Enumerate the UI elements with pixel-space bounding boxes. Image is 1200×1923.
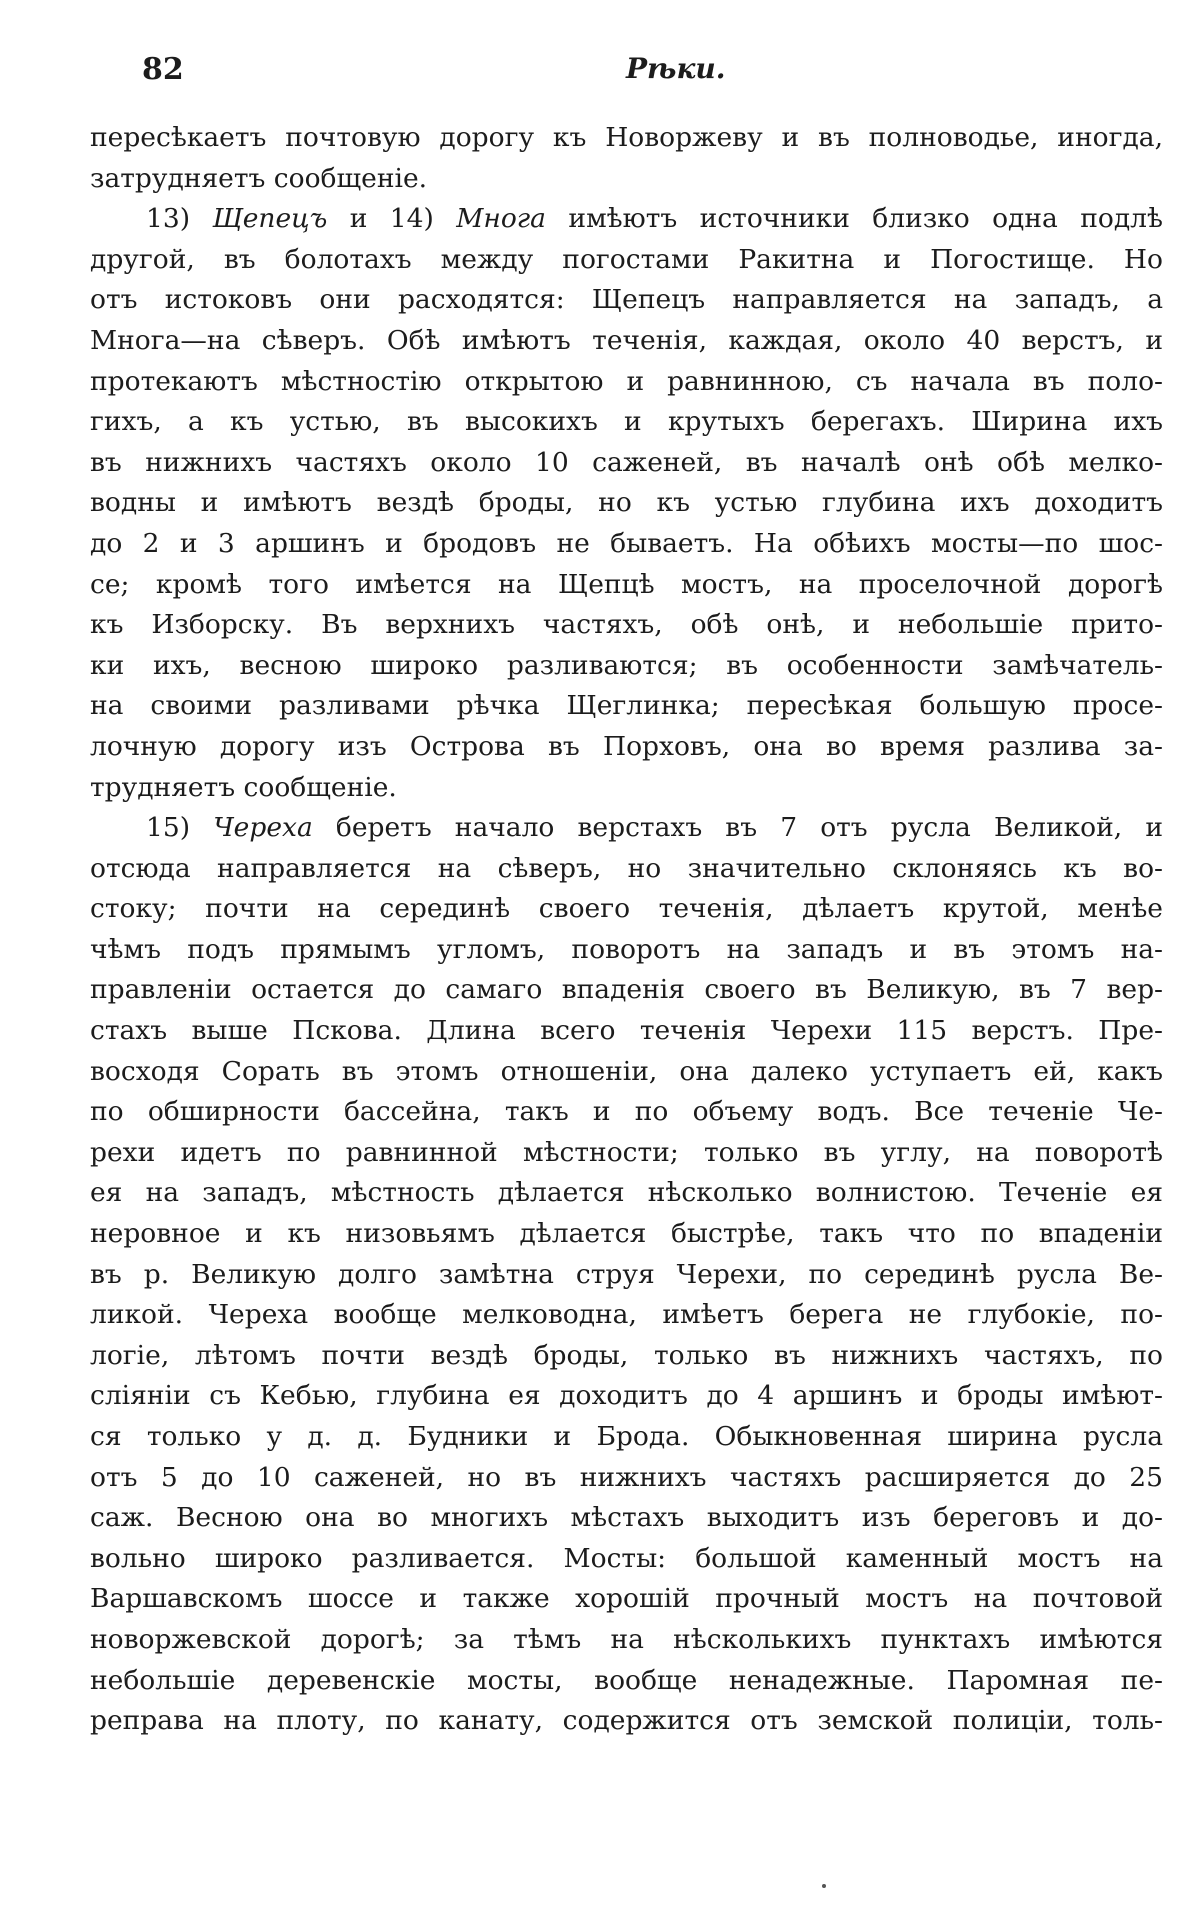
text-line (90, 199, 1163, 240)
running-title: Рѣки. (626, 52, 726, 85)
text-line: въ нижнихъ частяхъ около 10 саженей, въ началѣ онѣ обѣ мелко- (90, 446, 1163, 478)
text-line: стахъ выше Пскова. Длина всего теченія Черехи 115 верстъ. Пре- (90, 1015, 1163, 1047)
text-line: Варшавскомъ шоссе и также хорошій прочный мостъ на почтовой (90, 1583, 1163, 1615)
text-line: небольшіе деревенскіе мосты, вообще ненадежные. Паромная пе- (90, 1664, 1163, 1696)
text-segment: беретъ начало верстахъ въ 7 отъ русла Великой, и (312, 812, 1163, 844)
text-line: другой, въ болотахъ между погостами Ракитна и Погостище. Но (90, 243, 1163, 275)
text-line: ликой. Череха вообще мелководна, имѣетъ берега не глубокіе, по- (90, 1299, 1163, 1331)
text-line: отъ 5 до 10 саженей, но въ нижнихъ частяхъ расширяется до 25 (90, 1461, 1163, 1493)
scan-speck (822, 1884, 826, 1888)
text-line: въ р. Великую долго замѣтна струя Черехи, по серединѣ русла Ве- (90, 1258, 1163, 1290)
page-number: 82 (142, 52, 184, 87)
text-line (90, 808, 1163, 849)
text-line: стоку; почти на серединѣ своего теченія, дѣлаетъ крутой, менѣе (90, 893, 1163, 925)
text-line: логіе, лѣтомъ почти вездѣ броды, только въ нижнихъ частяхъ, по (90, 1339, 1163, 1371)
text-line: отъ истоковъ они расходятся: Щепецъ направляется на западъ, а (90, 284, 1163, 316)
text-line: затрудняетъ сообщеніе. (90, 162, 428, 194)
text-line: Многа—на сѣверъ. Обѣ имѣютъ теченія, каждая, около 40 верстъ, и (90, 324, 1163, 356)
text-line: рехи идетъ по равнинной мѣстности; только въ углу, на поворотѣ (90, 1136, 1163, 1168)
text-line: неровное и къ низовьямъ дѣлается быстрѣе, такъ что по впаденіи (90, 1218, 1163, 1250)
text-line: лочную дорогу изъ Острова въ Порховъ, она во время разлива за- (90, 730, 1163, 762)
text-line: по обширности бассейна, такъ и по объему водъ. Все теченіе Че- (90, 1096, 1163, 1128)
text-line: водны и имѣютъ вездѣ броды, но къ устью глубина ихъ доходитъ (90, 487, 1163, 519)
text-segment: и 14) (327, 203, 457, 235)
text-line: протекаютъ мѣстностію открытою и равнинною, съ начала въ поло- (90, 365, 1163, 397)
text-line: гихъ, а къ устью, въ высокихъ и крутыхъ берегахъ. Ширина ихъ (90, 406, 1163, 438)
text-segment: 15) (146, 812, 214, 844)
text-line: отсюда направляется на сѣверъ, но значительно склоняясь къ во- (90, 852, 1163, 884)
text-line: ся только у д. д. Будники и Брода. Обыкновенная ширина русла (90, 1421, 1163, 1452)
text-line: къ Изборску. Въ верхнихъ частяхъ, обѣ онѣ, и небольшіе прито- (90, 609, 1163, 641)
text-segment: имѣютъ источники близко одна подлѣ (546, 203, 1163, 235)
text-segment: 13) (146, 203, 213, 235)
text-line: сліяніи съ Кебью, глубина ея доходитъ до 4 аршинъ и броды имѣют- (90, 1380, 1163, 1412)
text-line: вольно широко разливается. Мосты: большой каменный мостъ на (90, 1542, 1163, 1574)
page-header (138, 44, 1048, 94)
text-line: новоржевской дорогѣ; за тѣмъ на нѣсколькихъ пунктахъ имѣются (90, 1623, 1163, 1655)
text-line: до 2 и 3 аршинъ и бродовъ не бываетъ. На обѣихъ мосты—по шос- (90, 527, 1163, 559)
body-text (90, 118, 1163, 1742)
text-line: трудняетъ сообщеніе. (90, 771, 397, 803)
river-name: Многа (456, 203, 546, 235)
text-line: ки ихъ, весною широко разливаются; въ особенности замѣчатель- (90, 649, 1163, 681)
river-name: Череха (213, 812, 313, 844)
text-line: пересѣкаетъ почтовую дорогу къ Новоржеву и въ полноводье, иногда, (90, 122, 1163, 153)
text-line: правленіи остается до самаго впаденія своего въ Великую, въ 7 вер- (90, 974, 1163, 1006)
text-line: ея на западъ, мѣстность дѣлается нѣсколько волнистою. Теченіе ея (90, 1177, 1163, 1209)
text-line: се; кромѣ того имѣется на Щепцѣ мостъ, на проселочной дорогѣ (90, 568, 1163, 600)
text-line: реправа на плоту, по канату, содержится отъ земской полиціи, толь- (90, 1705, 1163, 1737)
text-line: восходя Сорать въ этомъ отношеніи, она далеко уступаетъ ей, какъ (90, 1055, 1163, 1087)
text-line: саж. Весною она во многихъ мѣстахъ выходитъ изъ береговъ и до- (90, 1502, 1163, 1534)
text-line: чѣмъ подъ прямымъ угломъ, поворотъ на западъ и въ этомъ на- (90, 933, 1163, 965)
text-line: на своими разливами рѣчка Щеглинка; пересѣкая большую просе- (90, 690, 1163, 722)
river-name: Щепецъ (212, 203, 328, 235)
